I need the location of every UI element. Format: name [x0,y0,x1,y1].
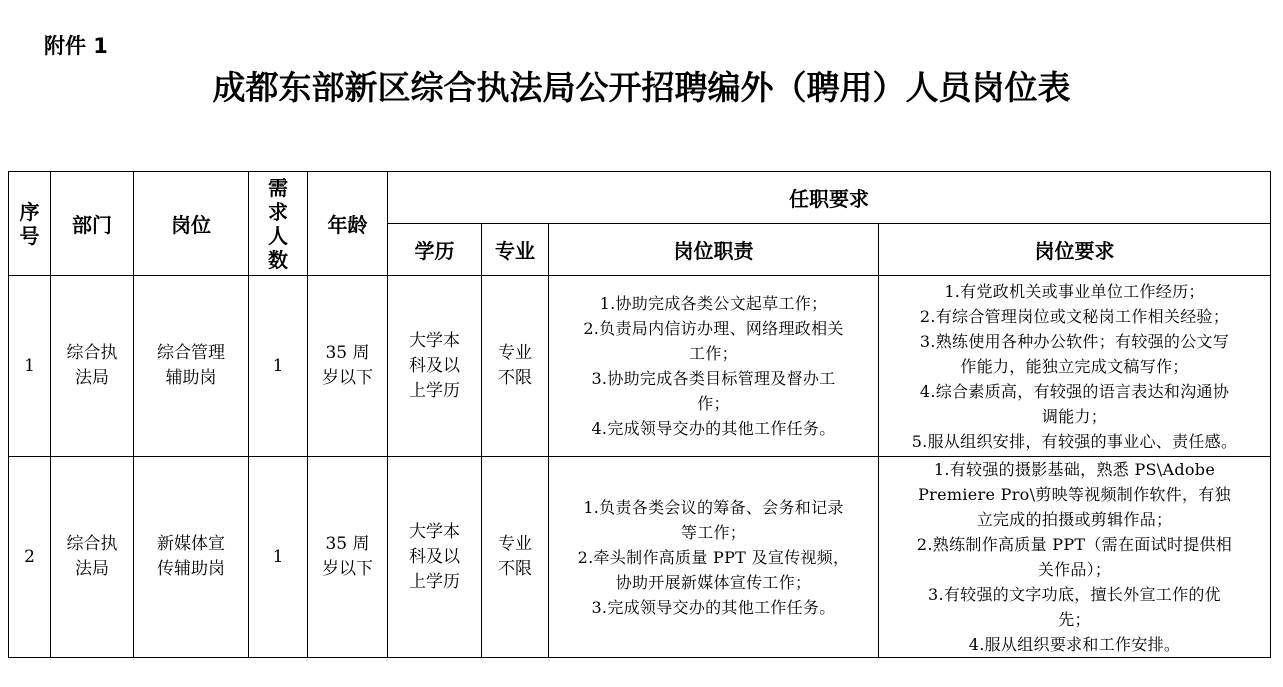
row-requirements: 1.有党政机关或事业单位工作经历； 2.有综合管理岗位或文秘岗工作相关经验； 3.熟练使用各种办公软件；有较强的公文写 作能力，能独立完成文稿写作； 4.综合素质高，有较强的语言表达和沟通协 调能力； 5.服从组织安排，有较强的事业心、责任感。 [879,276,1271,457]
row-post: 新媒体宣 传辅助岗 [134,457,249,658]
header-count: 需 求 人 数 [249,172,308,276]
header-dept: 部门 [51,172,134,276]
row-duties: 1.协助完成各类公文起草工作； 2.负责局内信访办理、网络理政相关 工作； 3.协助完成各类目标管理及督办工 作； 4.完成领导交办的其他工作任务。 [549,276,879,457]
header-post: 岗位 [134,172,249,276]
row-education: 大学本 科及以 上学历 [388,457,482,658]
table-row [9,276,1271,457]
page-title: 成都东部新区综合执法局公开招聘编外（聘用）人员岗位表 [212,68,1071,107]
header-requirements: 任职要求 [388,172,1271,224]
row-seq: 2 [9,457,51,658]
attachment-label: 附件 1 [44,34,108,58]
row-major: 专业 不限 [482,276,549,457]
row-count: 1 [249,276,308,457]
table-row [9,457,1271,658]
row-duties: 1.负责各类会议的筹备、会务和记录 等工作； 2.牵头制作高质量 PPT 及宣传视频， 协助开展新媒体宣传工作； 3.完成领导交办的其他工作任务。 [549,457,879,658]
row-education: 大学本 科及以 上学历 [388,276,482,457]
header-major: 专业 [482,224,549,276]
header-seq: 序 号 [9,172,51,276]
row-age: 35 周 岁以下 [308,276,388,457]
row-requirements: 1.有较强的摄影基础，熟悉 PS\Adobe Premiere Pro\剪映等视频制作软件，有独 立完成的拍摄或剪辑作品； 2.熟练制作高质量 PPT（需在面试时提供相 关作品）； 3.有较强的文字功底，擅长外宣工作的优 先； 4.服从组织要求和工作安排。 [879,457,1271,658]
row-major: 专业 不限 [482,457,549,658]
row-dept: 综合执 法局 [51,457,134,658]
header-education: 学历 [388,224,482,276]
row-age: 35 周 岁以下 [308,457,388,658]
row-count: 1 [249,457,308,658]
row-seq: 1 [9,276,51,457]
header-age: 年龄 [308,172,388,276]
positions-table [8,171,1271,658]
row-dept: 综合执 法局 [51,276,134,457]
header-duties: 岗位职责 [549,224,879,276]
header-post-requirements: 岗位要求 [879,224,1271,276]
row-post: 综合管理 辅助岗 [134,276,249,457]
